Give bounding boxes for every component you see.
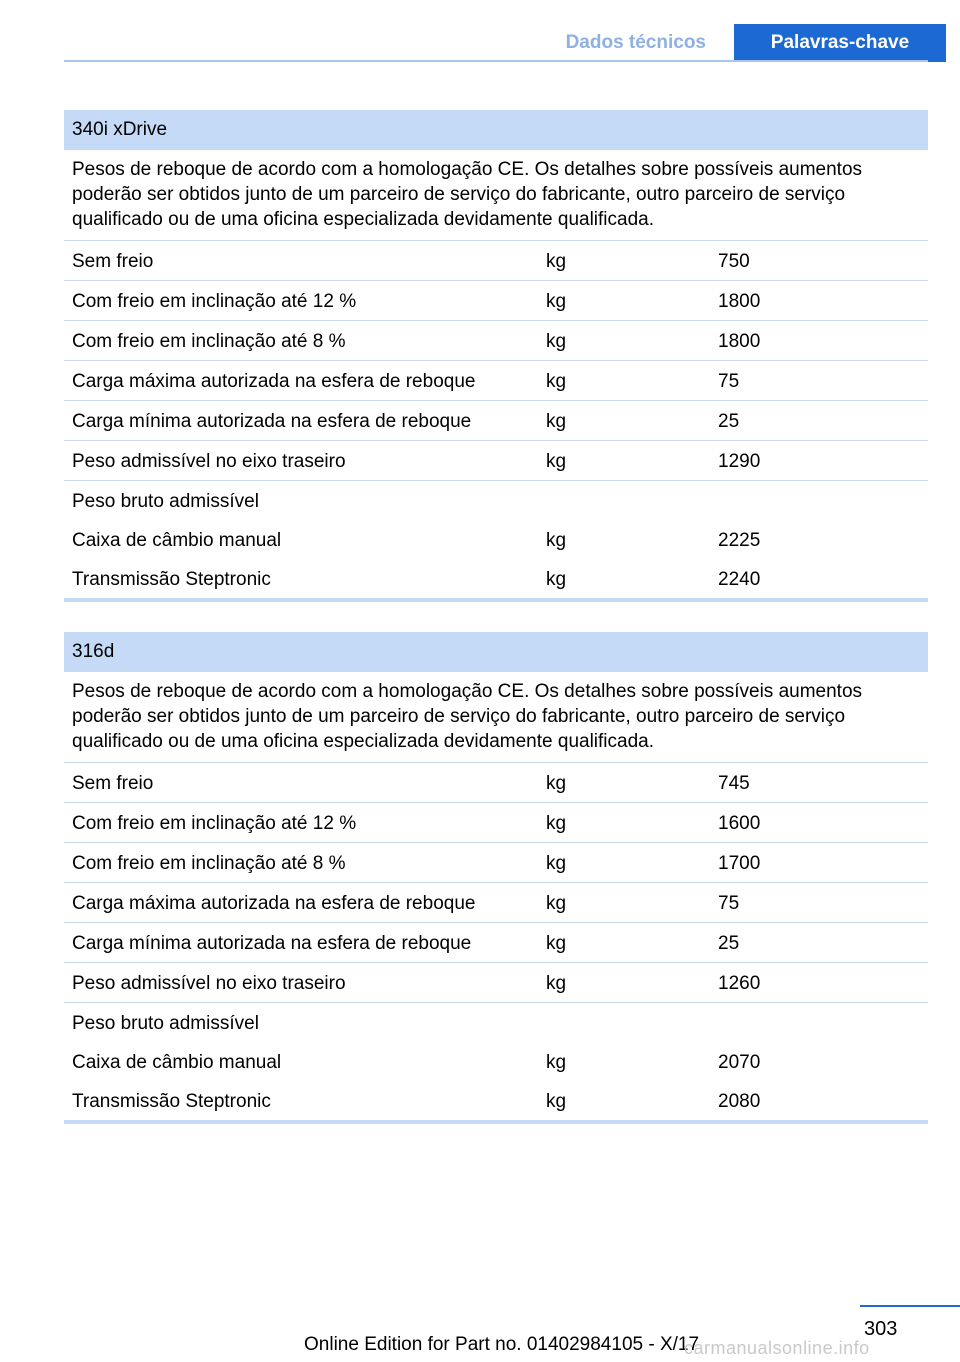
tab-palavras-chave[interactable]: Palavras-chave [734, 24, 946, 62]
row-label: Transmissão Steptronic [72, 569, 271, 590]
row-label: Peso admissível no eixo traseiro [72, 973, 346, 994]
row-value: 2070 [718, 1052, 761, 1073]
table-row [64, 401, 928, 441]
row-unit: kg [546, 1052, 567, 1073]
row-value: 75 [718, 893, 740, 914]
row-value: 25 [718, 411, 740, 432]
row-label: Caixa de câmbio manual [72, 1052, 282, 1073]
row-label: Com freio em inclinação até 8 % [72, 331, 346, 352]
row-value: 750 [718, 251, 750, 272]
table-row [64, 520, 928, 559]
row-unit: kg [546, 853, 567, 874]
table-row [64, 1081, 928, 1120]
table-row [64, 241, 928, 281]
row-value: 75 [718, 371, 740, 392]
row-unit: kg [546, 973, 567, 994]
row-value: 2080 [718, 1091, 761, 1112]
row-unit: kg [546, 773, 567, 794]
row-label: Carga máxima autorizada na esfera de reboque [72, 893, 476, 914]
page-number: 303 [864, 1318, 898, 1340]
row-unit: kg [546, 1091, 567, 1112]
table-row [64, 481, 928, 520]
spec-table-340i [64, 110, 928, 602]
table-row [64, 963, 928, 1003]
row-unit: kg [546, 411, 567, 432]
row-unit: kg [546, 530, 567, 551]
row-value: 1600 [718, 813, 761, 834]
row-label: Peso bruto admissível [72, 491, 259, 512]
watermark-text: carmanualsonline.info [684, 1338, 870, 1358]
table-row [64, 803, 928, 843]
table-end-bar [64, 1120, 928, 1124]
header-divider [64, 60, 928, 62]
row-value: 1700 [718, 853, 761, 874]
table-row [64, 763, 928, 803]
table-row [64, 441, 928, 481]
row-label: Carga mínima autorizada na esfera de reboque [72, 411, 472, 432]
section-title: 340i xDrive [64, 110, 928, 150]
row-label: Sem freio [72, 251, 154, 272]
row-label: Peso bruto admissível [72, 1013, 259, 1034]
section-title: 316d [64, 632, 928, 672]
table-row [64, 321, 928, 361]
row-unit: kg [546, 813, 567, 834]
table-row [64, 281, 928, 321]
table-row [64, 883, 928, 923]
row-unit: kg [546, 933, 567, 954]
section-description: Pesos de reboque de acordo com a homologação CE. Os detalhes sobre possíveis aumentos poderão ser obtidos junto de um parceiro de serviço do fabricante, outro parceiro de serviço qualificado ou de uma oficina especializada devidamente qualificada. [64, 672, 928, 763]
page-header [0, 0, 960, 62]
row-label: Com freio em inclinação até 12 % [72, 813, 357, 834]
row-value: 1800 [718, 331, 761, 352]
row-label: Carga mínima autorizada na esfera de reboque [72, 933, 472, 954]
table-row [64, 1042, 928, 1081]
row-label: Com freio em inclinação até 8 % [72, 853, 346, 874]
row-unit: kg [546, 331, 567, 352]
row-unit: kg [546, 291, 567, 312]
row-value: 2225 [718, 530, 761, 551]
row-value: 2240 [718, 569, 761, 590]
row-label: Carga máxima autorizada na esfera de reboque [72, 371, 476, 392]
row-label: Com freio em inclinação até 12 % [72, 291, 357, 312]
row-unit: kg [546, 371, 567, 392]
section-description: Pesos de reboque de acordo com a homologação CE. Os detalhes sobre possíveis aumentos poderão ser obtidos junto de um parceiro de serviço do fabricante, outro parceiro de serviço qualificado ou de uma oficina especializada devidamente qualificada. [64, 150, 928, 241]
row-value: 1260 [718, 973, 761, 994]
row-value: 745 [718, 773, 750, 794]
row-unit: kg [546, 893, 567, 914]
row-value: 1800 [718, 291, 761, 312]
edition-note: Online Edition for Part no. 01402984105 - X/17 [304, 1334, 700, 1355]
spec-table-316d [64, 632, 928, 1124]
row-label: Caixa de câmbio manual [72, 530, 282, 551]
row-label: Peso admissível no eixo traseiro [72, 451, 346, 472]
row-label: Sem freio [72, 773, 154, 794]
row-value: 25 [718, 933, 740, 954]
table-end-bar [64, 598, 928, 602]
tab-dados-tecnicos[interactable]: Dados técnicos [565, 32, 706, 53]
footer-accent-line [860, 1305, 960, 1307]
table-row [64, 923, 928, 963]
table-row [64, 361, 928, 401]
row-unit: kg [546, 569, 567, 590]
table-row [64, 843, 928, 883]
row-value: 1290 [718, 451, 761, 472]
row-unit: kg [546, 251, 567, 272]
table-row [64, 1003, 928, 1042]
row-label: Transmissão Steptronic [72, 1091, 271, 1112]
table-row [64, 559, 928, 598]
row-unit: kg [546, 451, 567, 472]
